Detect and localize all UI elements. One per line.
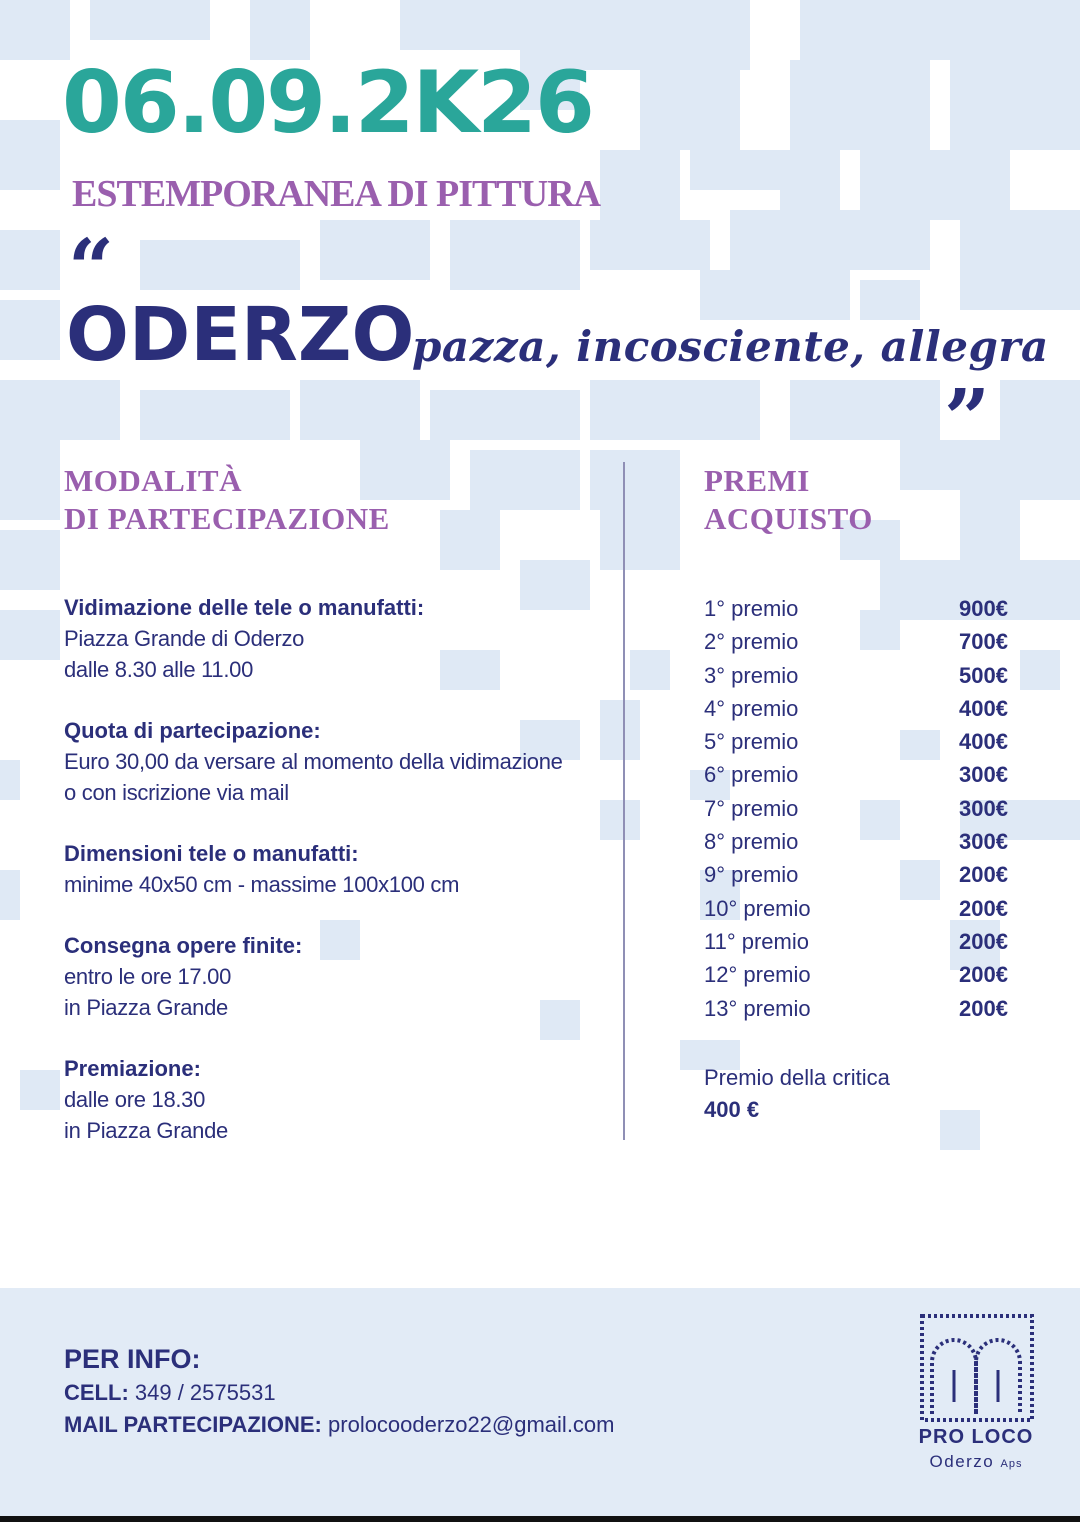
participation-heading-line1: MODALITÀ	[64, 463, 242, 498]
event-tagline: pazza, incosciente, allegra	[412, 322, 1049, 371]
prize-value: 900€	[959, 596, 1008, 621]
info-block-line: dalle ore 18.30	[64, 1087, 206, 1112]
column-divider	[623, 462, 625, 1140]
prize-label: 8° premio	[704, 829, 799, 855]
prize-value: 500€	[959, 662, 1008, 688]
info-block-fee	[64, 715, 604, 808]
prize-row	[704, 792, 1008, 825]
phone-number: 349 / 2575531	[134, 1380, 276, 1405]
phone-line	[64, 1380, 276, 1406]
info-block-line: Piazza Grande di Oderzo	[64, 626, 305, 651]
info-block-line: minime 40x50 cm - massime 100x100 cm	[64, 872, 460, 897]
info-block-line: Euro 30,00 da versare al momento della vidimazione	[64, 749, 563, 774]
prize-label: 11° premio	[704, 928, 809, 954]
prize-label: 2° premio	[704, 629, 799, 655]
arches-logo-icon	[906, 1310, 1046, 1422]
mail-label: MAIL PARTECIPAZIONE:	[64, 1412, 322, 1437]
participation-info-list	[64, 592, 604, 1176]
bottom-edge-bar	[0, 1516, 1080, 1522]
participation-heading-line2: DI PARTECIPAZIONE	[64, 501, 390, 536]
prize-value: 700€	[959, 629, 1008, 655]
info-block-line: entro le ore 17.00	[64, 964, 232, 989]
prize-row	[704, 992, 1008, 1025]
prize-value: 200€	[959, 862, 1008, 888]
info-block-line: in Piazza Grande	[64, 1118, 228, 1143]
event-date: 06.09.2K26	[62, 53, 593, 153]
info-block-line: o con iscrizione via mail	[64, 780, 289, 805]
prize-value: 200€	[959, 895, 1008, 921]
phone-label: CELL:	[64, 1380, 129, 1405]
info-block-validation	[64, 592, 604, 685]
prize-value: 300€	[959, 795, 1008, 821]
prize-value: 400€	[959, 729, 1008, 755]
prize-label: 7° premio	[704, 795, 799, 821]
prize-value: 200€	[959, 995, 1008, 1021]
prize-label: 6° premio	[704, 762, 799, 788]
prize-list	[704, 592, 1008, 1025]
prize-value: 200€	[959, 928, 1008, 954]
city-title: ODERZO	[66, 292, 415, 378]
logo-name: PRO LOCO	[918, 1426, 1034, 1448]
critic-prize	[704, 1062, 890, 1126]
info-block-delivery	[64, 930, 604, 1023]
prize-row	[704, 825, 1008, 858]
prizes-heading-line2: ACQUISTO	[704, 501, 873, 536]
prize-label: 12° premio	[704, 962, 811, 988]
prize-label: 10° premio	[704, 895, 811, 921]
prize-row	[704, 692, 1008, 725]
critic-prize-label: Premio della critica	[704, 1065, 890, 1090]
logo-city: Oderzo	[929, 1452, 995, 1471]
info-block-title: Vidimazione delle tele o manufatti:	[64, 595, 425, 620]
prize-label: 9° premio	[704, 862, 799, 888]
prizes-heading-line1: PREMI	[704, 463, 810, 498]
info-block-line: dalle 8.30 alle 11.00	[64, 657, 254, 682]
prize-value: 300€	[959, 762, 1008, 788]
opening-quote-mark: “	[68, 221, 115, 315]
prizes-heading	[704, 462, 873, 538]
prize-value: 300€	[959, 829, 1008, 855]
prize-row	[704, 925, 1008, 958]
prize-row	[704, 958, 1008, 991]
info-block-title: Quota di partecipazione:	[64, 718, 321, 743]
logo-subtitle	[906, 1452, 1046, 1472]
closing-quote-mark: ”	[944, 371, 991, 465]
info-block-title: Premiazione:	[64, 1056, 201, 1081]
logo-aps: Aps	[1000, 1458, 1023, 1470]
prize-row	[704, 725, 1008, 758]
prize-label: 5° premio	[704, 729, 799, 755]
prize-row	[704, 592, 1008, 625]
prize-value: 400€	[959, 695, 1008, 721]
prize-row	[704, 659, 1008, 692]
prize-label: 1° premio	[704, 596, 799, 621]
info-block-title: Consegna opere finite:	[64, 933, 303, 958]
info-block-title: Dimensioni tele o manufatti:	[64, 841, 359, 866]
prize-row	[704, 892, 1008, 925]
prize-label: 4° premio	[704, 695, 799, 721]
prize-label: 13° premio	[704, 995, 811, 1021]
info-heading: PER INFO:	[64, 1344, 201, 1374]
footer-info	[0, 1288, 1080, 1522]
prize-row	[704, 758, 1008, 791]
prize-row	[704, 625, 1008, 658]
mail-address: prolocooderzo22@gmail.com	[328, 1412, 615, 1437]
info-block-dimensions	[64, 838, 604, 900]
critic-prize-value: 400 €	[704, 1097, 760, 1122]
prize-label: 3° premio	[704, 662, 799, 688]
participation-heading	[64, 462, 390, 538]
info-block-awards	[64, 1053, 604, 1146]
prize-value: 200€	[959, 962, 1008, 988]
pro-loco-logo	[906, 1310, 1046, 1490]
event-subtitle: ESTEMPORANEA DI PITTURA	[72, 173, 601, 215]
prize-row	[704, 858, 1008, 891]
info-block-line: in Piazza Grande	[64, 995, 228, 1020]
mail-line	[64, 1412, 615, 1438]
